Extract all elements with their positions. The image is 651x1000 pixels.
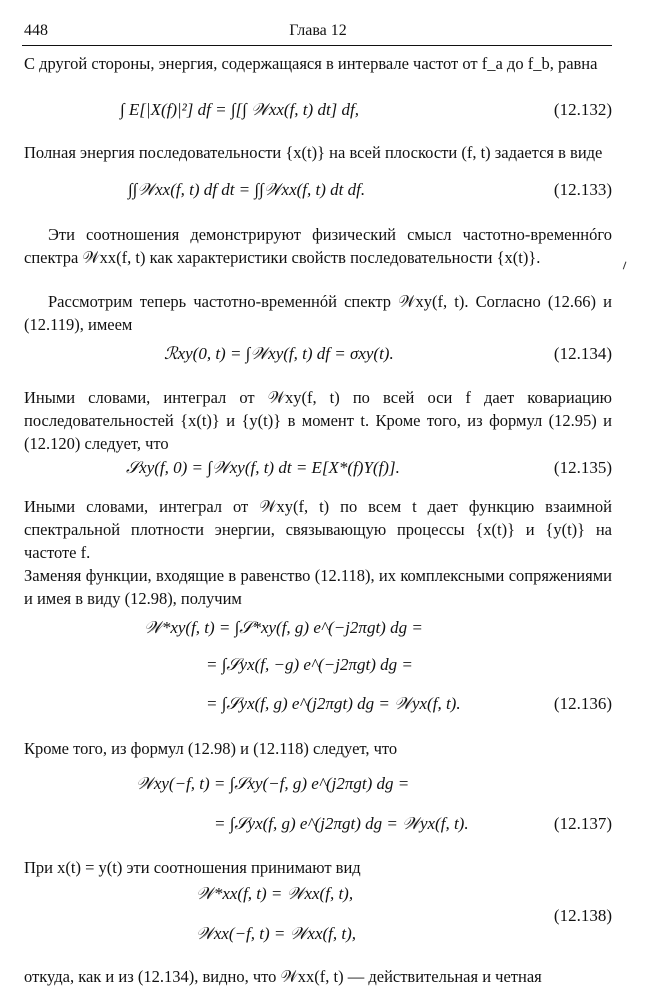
paragraph-1 bbox=[24, 52, 612, 75]
paragraph-6 bbox=[24, 495, 612, 564]
paragraph-9 bbox=[24, 856, 612, 879]
equation-12-138-number-row bbox=[24, 906, 612, 946]
equation-12-134 bbox=[24, 344, 612, 384]
paragraph-7-text: Заменяя функции, входящие в равенство (12.118), их комплексными сопряжениями и имея в виду (12.98), получим bbox=[24, 566, 612, 608]
paragraph-1-text: С другой стороны, энергия, содержащаяся в интервале частот от f_a до f_b, равна bbox=[24, 54, 598, 73]
equation-12-135 bbox=[24, 458, 612, 498]
paragraph-10 bbox=[24, 965, 612, 988]
paragraph-3 bbox=[24, 223, 612, 269]
equation-12-136-formula-1: 𝒲*xy(f, t) = ∫𝒮*xy(f, g) e^(−j2πgt) dg = bbox=[144, 618, 423, 637]
paragraph-3-text: Эти соотношения демонстрируют физический смысл частотно-временнóго спектра 𝒲xx(f, t) как характеристики свойств последовательности {x(t)}. bbox=[24, 225, 612, 267]
equation-12-138-number: (12.138) bbox=[553, 906, 612, 925]
equation-12-138-formula-2: 𝒲xx(−f, t) = 𝒲xx(f, t), bbox=[196, 924, 357, 943]
paragraph-9-text: При x(t) = y(t) эти соотношения принимают вид bbox=[24, 858, 361, 877]
equation-12-135-number: (12.135) bbox=[553, 458, 612, 477]
paragraph-4-text: Рассмотрим теперь частотно-временнóй спектр 𝒲xy(f, t). Согласно (12.66) и (12.119), имеем bbox=[24, 292, 612, 334]
equation-12-132 bbox=[24, 100, 612, 140]
equation-12-133-formula: ∫∫𝒲xx(f, t) df dt = ∫∫𝒲xx(f, t) dt df. bbox=[128, 180, 366, 199]
running-header bbox=[24, 22, 612, 44]
paragraph-2 bbox=[24, 141, 612, 164]
chapter-title: Глава 12 bbox=[289, 22, 347, 39]
equation-12-137-line-2 bbox=[24, 814, 612, 854]
paragraph-5 bbox=[24, 386, 612, 455]
paragraph-4 bbox=[24, 290, 612, 336]
equation-12-136-formula-2: = ∫𝒮yx(f, −g) e^(−j2πgt) dg = bbox=[206, 655, 413, 674]
equation-12-136-line-1 bbox=[24, 618, 612, 658]
equation-12-138-formula-1: 𝒲*xx(f, t) = 𝒲xx(f, t), bbox=[196, 884, 354, 903]
equation-12-136-formula-3: = ∫𝒮yx(f, g) e^(j2πgt) dg = 𝒲yx(f, t). bbox=[206, 694, 461, 713]
equation-12-135-formula: 𝒮xy(f, 0) = ∫𝒲xy(f, t) dt = E[X*(f)Y(f)]. bbox=[126, 458, 400, 477]
equation-12-137-formula-2: = ∫𝒮yx(f, g) e^(j2πgt) dg = 𝒲yx(f, t). bbox=[214, 814, 469, 833]
equation-12-137-line-1 bbox=[24, 774, 612, 814]
paragraph-8-text: Кроме того, из формул (12.98) и (12.118) следует, что bbox=[24, 739, 398, 758]
margin-mark bbox=[623, 262, 629, 271]
equation-12-132-number: (12.132) bbox=[553, 100, 612, 119]
equation-12-134-formula: ℛxy(0, t) = ∫𝒲xy(f, t) df = σxy(t). bbox=[164, 344, 394, 363]
equation-12-136-line-2 bbox=[24, 655, 612, 695]
equation-12-134-number: (12.134) bbox=[553, 344, 612, 363]
paragraph-7 bbox=[24, 564, 612, 610]
paragraph-10-text: откуда, как и из (12.134), видно, что 𝒲xx(f, t) — действительная и четная bbox=[24, 967, 542, 986]
page-number: 448 bbox=[24, 22, 48, 39]
equation-12-133-number: (12.133) bbox=[553, 180, 612, 199]
paragraph-8 bbox=[24, 737, 612, 760]
paragraph-6-text: Иными словами, интеграл от 𝒲xy(f, t) по всем t дает функцию взаимной спектральной плотности энергии, связывающую процессы {x(t)} и {y(t)} на частоте f. bbox=[24, 497, 612, 562]
equation-12-133 bbox=[24, 180, 612, 220]
equation-12-136-number: (12.136) bbox=[553, 694, 612, 713]
equation-12-132-formula: ∫ E[|X(f)|²] df = ∫[∫ 𝒲xx(f, t) dt] df, bbox=[120, 100, 360, 119]
equation-12-137-formula-1: 𝒲xy(−f, t) = ∫𝒮xy(−f, g) e^(j2πgt) dg = bbox=[136, 774, 410, 793]
paragraph-5-text: Иными словами, интеграл от 𝒲xy(f, t) по всей оси f дает ковариацию последовательностей {x(t)} и {y(t)} в момент t. Кроме того, из формул (12.95) и (12.120) следует, что bbox=[24, 388, 612, 453]
equation-12-136-line-3 bbox=[24, 694, 612, 734]
paragraph-2-text: Полная энергия последовательности {x(t)} на всей плоскости (f, t) задается в виде bbox=[24, 143, 603, 162]
equation-12-137-number: (12.137) bbox=[553, 814, 612, 833]
header-rule bbox=[22, 45, 612, 46]
